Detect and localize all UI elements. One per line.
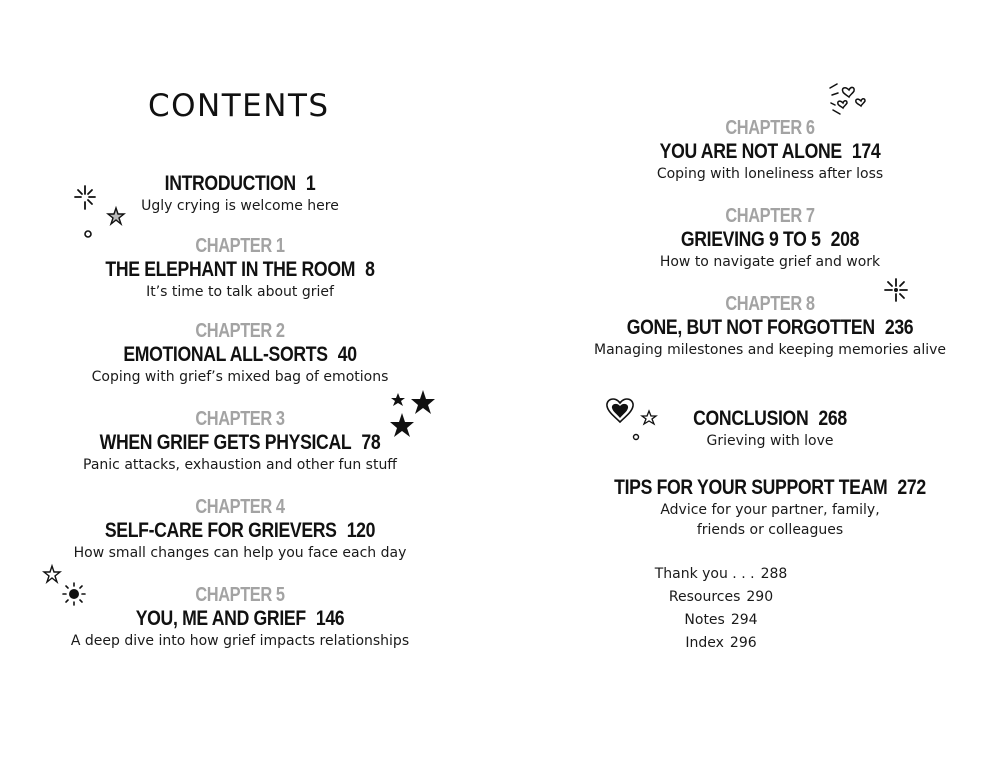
entry-page-number: 78 <box>361 431 381 454</box>
entry-subtitle-line-2: friends or colleagues <box>696 522 844 538</box>
entry-page-number: 268 <box>818 407 847 430</box>
chapter-label: CHAPTER 4 <box>195 496 285 518</box>
back-matter-label: Index <box>685 635 724 651</box>
entry-page-number: 236 <box>884 316 914 339</box>
toc-entry-support-team[interactable] <box>560 476 980 540</box>
toc-entry-chapter-4[interactable] <box>40 495 440 563</box>
entry-title-text: GONE, BUT NOT FORGOTTEN <box>626 316 875 339</box>
entry-page-number: 146 <box>315 607 345 630</box>
entry-title-text: CONCLUSION <box>693 407 809 430</box>
entry-subtitle: Grieving with love <box>706 433 834 449</box>
entry-subtitle: It’s time to talk about grief <box>146 284 334 300</box>
entry-title <box>594 140 947 164</box>
entry-subtitle: How to navigate grief and work <box>659 254 881 270</box>
chapter-label: CHAPTER 6 <box>725 117 815 139</box>
chapter-label: CHAPTER 7 <box>725 205 815 227</box>
entry-title <box>72 431 408 455</box>
back-matter-label: Resources <box>668 589 741 605</box>
star-sun-doodle-icon <box>42 563 92 611</box>
chapter-label: CHAPTER 8 <box>725 293 815 315</box>
entry-title-text: SELF-CARE FOR GRIEVERS <box>104 519 337 542</box>
back-matter-item-index[interactable] <box>646 632 796 655</box>
entry-title-text: INTRODUCTION <box>164 172 296 195</box>
entry-page-number: 174 <box>851 140 881 163</box>
chapter-label: CHAPTER 5 <box>195 584 285 606</box>
toc-entry-chapter-5[interactable] <box>40 583 440 651</box>
back-matter-item-thank-you[interactable] <box>646 563 796 586</box>
toc-entry-chapter-1[interactable] <box>40 234 440 302</box>
toc-entry-chapter-3[interactable] <box>40 407 440 475</box>
entry-title <box>594 476 947 500</box>
heart-doodle-icon <box>603 393 663 443</box>
sparkle-doodle-icon <box>70 183 130 243</box>
chapter-label: CHAPTER 1 <box>195 235 285 257</box>
entry-subtitle: Ugly crying is welcome here <box>141 198 339 214</box>
toc-entry-chapter-7[interactable] <box>560 204 980 272</box>
chapter-label: CHAPTER 2 <box>195 320 285 342</box>
back-matter-item-resources[interactable] <box>646 586 796 609</box>
chapter-label: CHAPTER 3 <box>195 408 285 430</box>
back-matter-page: 296 <box>729 635 757 651</box>
page-title: CONTENTS <box>148 88 330 124</box>
entry-page-number: 8 <box>365 258 375 281</box>
toc-entry-chapter-2[interactable] <box>40 319 440 387</box>
entry-title-text: WHEN GRIEF GETS PHYSICAL <box>99 431 352 454</box>
back-matter-page: 294 <box>730 612 758 628</box>
entry-title <box>72 607 408 631</box>
entry-title-text: THE ELEPHANT IN THE ROOM <box>105 258 356 281</box>
stars-doodle-icon <box>388 388 438 440</box>
back-matter-label: Thank you . . . <box>654 566 755 582</box>
entry-page-number: 208 <box>830 228 860 251</box>
hearts-doodle-icon <box>826 76 872 122</box>
entry-title <box>72 258 408 282</box>
entry-page-number: 40 <box>337 343 357 366</box>
entry-subtitle-line-1: Advice for your partner, family, <box>660 502 880 518</box>
entry-page-number: 120 <box>346 519 376 542</box>
entry-title <box>594 228 947 252</box>
entry-title <box>72 519 408 543</box>
toc-entry-chapter-8[interactable] <box>560 292 980 360</box>
entry-title-text: GRIEVING 9 TO 5 <box>680 228 821 251</box>
entry-subtitle: A deep dive into how grief impacts relationships <box>70 633 410 649</box>
back-matter-page: 288 <box>760 566 788 582</box>
entry-title <box>72 343 408 367</box>
sparkle-doodle-icon <box>882 276 912 306</box>
back-matter-label: Notes <box>684 612 725 628</box>
entry-subtitle: Coping with loneliness after loss <box>656 166 884 182</box>
back-matter-page: 290 <box>746 589 774 605</box>
entry-page-number: 1 <box>305 172 316 195</box>
entry-subtitle: Coping with grief’s mixed bag of emotions <box>91 369 389 385</box>
entry-title-text: TIPS FOR YOUR SUPPORT TEAM <box>614 476 888 499</box>
entry-subtitle: Panic attacks, exhaustion and other fun stuff <box>83 457 397 473</box>
entry-subtitle: How small changes can help you face each day <box>73 545 407 561</box>
toc-entry-chapter-6[interactable] <box>560 116 980 184</box>
entry-title-text: EMOTIONAL ALL-SORTS <box>123 343 328 366</box>
back-matter-item-notes[interactable] <box>646 609 796 632</box>
entry-title-text: YOU, ME AND GRIEF <box>135 607 306 630</box>
entry-page-number: 272 <box>897 476 926 499</box>
back-matter-list <box>646 563 796 655</box>
entry-title-text: YOU ARE NOT ALONE <box>659 140 842 163</box>
entry-title <box>594 316 947 340</box>
entry-subtitle: Managing milestones and keeping memories alive <box>593 342 947 358</box>
